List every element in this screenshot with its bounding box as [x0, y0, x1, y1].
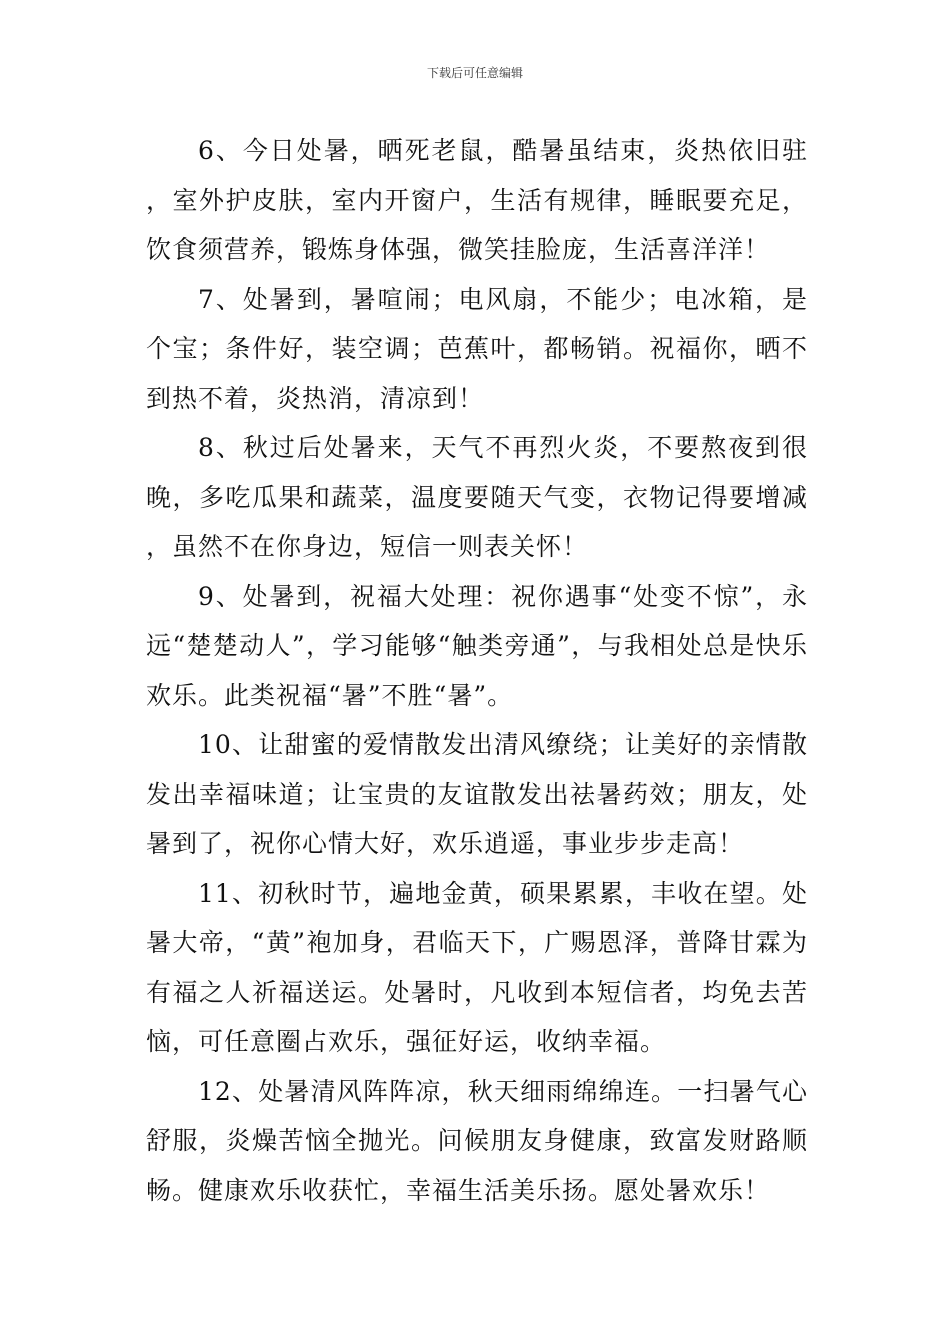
paragraph-7: 7、处暑到，暑喧闹；电风扇，不能少；电冰箱，是个宝；条件好，装空调；芭蕉叶，都畅销。祝福你，晒不到热不着，炎热消，清凉到！ [146, 284, 808, 413]
page-header: 下载后可任意编辑 [426, 66, 523, 80]
paragraph-6: 6、今日处暑，晒死老鼠，酷暑虽结束，炎热依旧驻，室外护皮肤，室内开窗户，生活有规律，睡眠要充足，饮食须营养，锻炼身体强，微笑挂脸庞，生活喜洋洋！ [146, 136, 808, 264]
paragraph-9: 9、处暑到，祝福大处理：祝你遇事“处变不惊”，永远“楚楚动人”，学习能够“触类旁通”，与我相处总是快乐欢乐。此类祝福“暑”不胜“暑”。 [146, 581, 808, 710]
paragraph-11: 11、初秋时节，遍地金黄，硕果累累，丰收在望。处暑大帝，“黄”袍加身，君临天下，广赐恩泽，普降甘霖为有福之人祈福送运。处暑时，凡收到本短信者，均免去苦恼，可任意圈占欢乐，强征好运，收纳幸福。 [146, 878, 808, 1056]
paragraph-10: 10、让甜蜜的爱情散发出清风缭绕；让美好的亲情散发出幸福味道；让宝贵的友谊散发出祛暑药效；朋友，处暑到了，祝你心情大好，欢乐逍遥，事业步步走高！ [146, 730, 808, 858]
document-body [146, 126, 808, 1215]
paragraph-12: 12、处暑清风阵阵凉，秋天细雨绵绵连。一扫暑气心舒服，炎燥苦恼全抛光。问候朋友身健康，致富发财路顺畅。健康欢乐收获忙，幸福生活美乐扬。愿处暑欢乐！ [146, 1076, 808, 1205]
paragraph-8: 8、秋过后处暑来，天气不再烈火炎，不要熬夜到很晚，多吃瓜果和蔬菜，温度要随天气变，衣物记得要增减，虽然不在你身边，短信一则表关怀！ [146, 433, 808, 561]
